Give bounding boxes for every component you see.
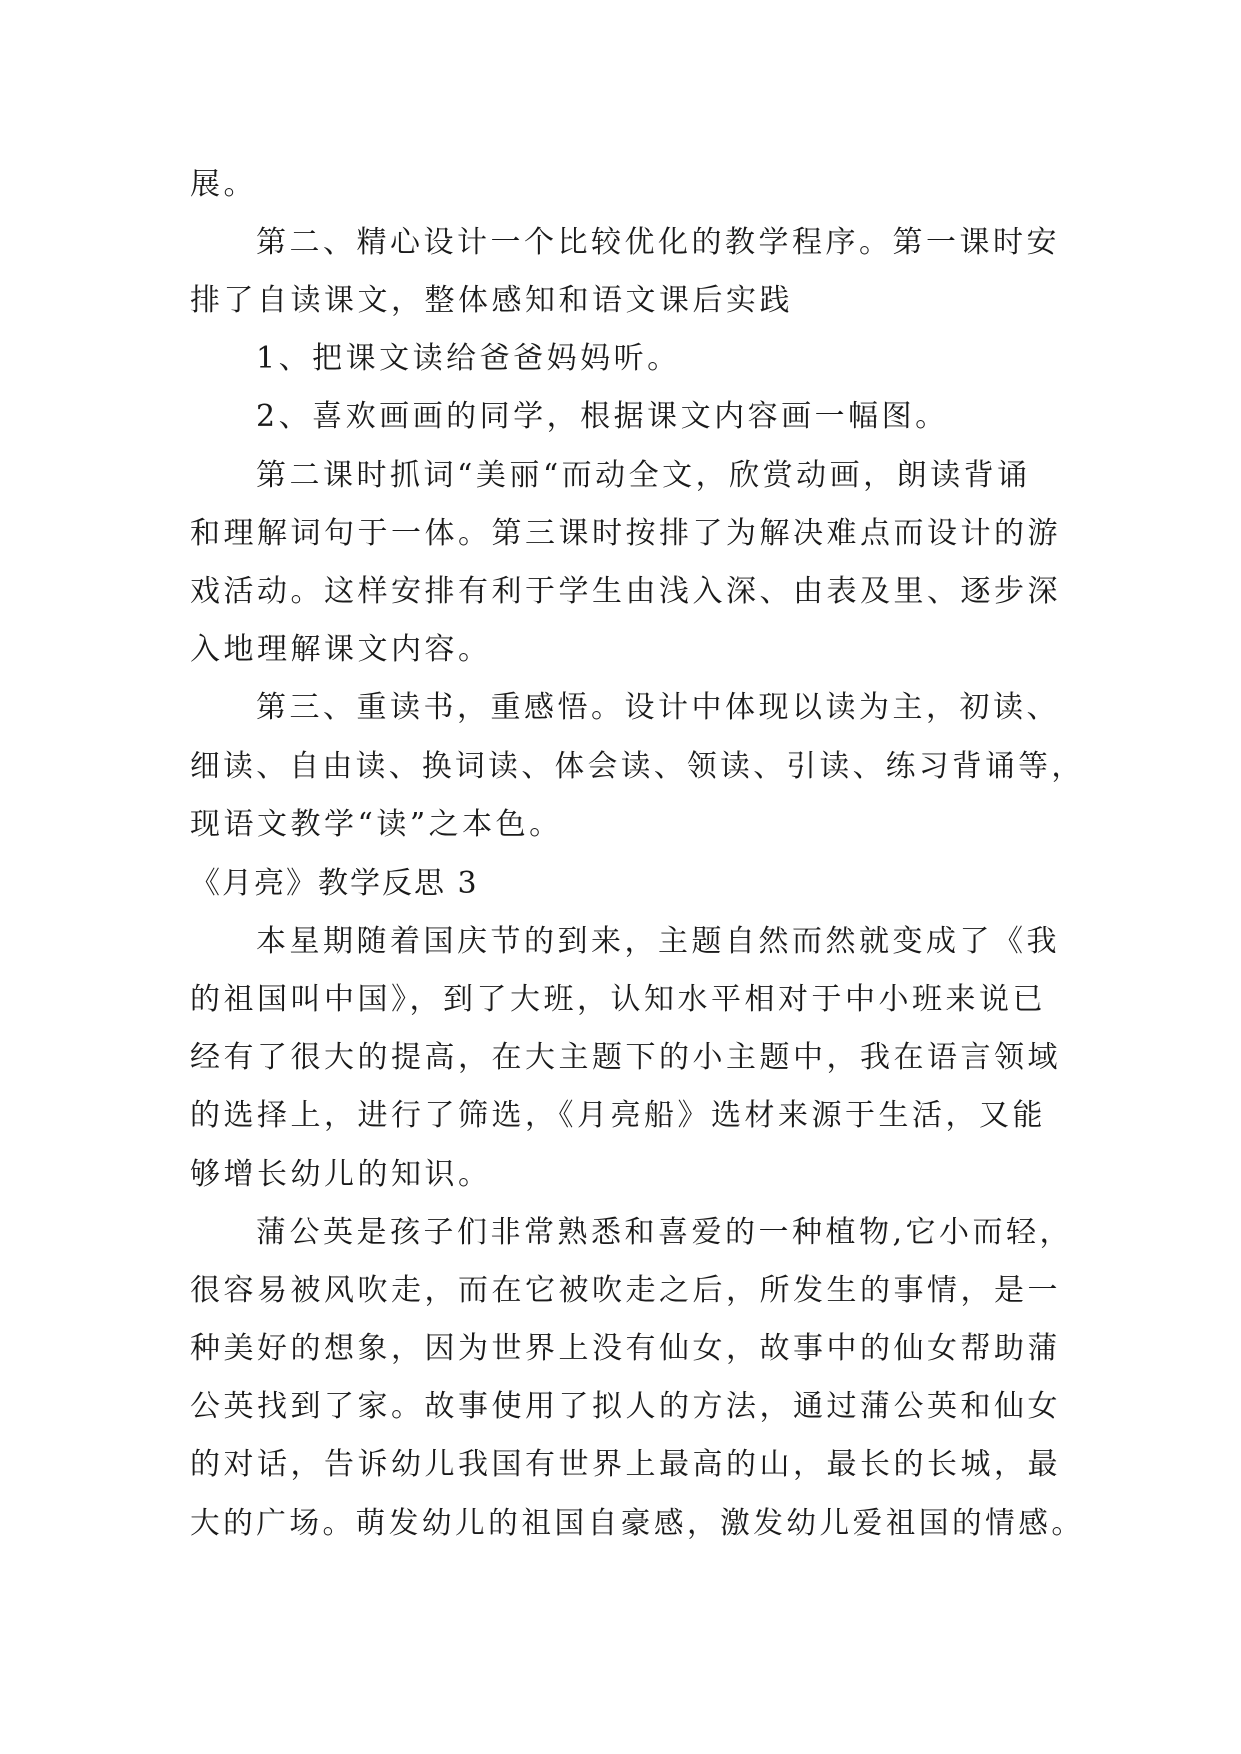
- text-line: 本星期随着国庆节的到来，主题自然而然就变成了《我: [256, 924, 1060, 959]
- text-line: 细读、自由读、换词读、体会读、领读、引读、练习背诵等，: [190, 749, 1085, 784]
- text-line: 种美好的想象，因为世界上没有仙女，故事中的仙女帮助蒲: [190, 1331, 1061, 1366]
- text-line: 的选择上，进行了筛选，《月亮船》选材来源于生活，又能: [190, 1098, 1046, 1133]
- text-line: 的祖国叫中国》，到了大班，认知水平相对于中小班来说已: [190, 982, 1046, 1017]
- text-line: 公英找到了家。故事使用了拟人的方法，通过蒲公英和仙女: [190, 1389, 1061, 1424]
- text-line: 第三、重读书，重感悟。设计中体现以读为主，初读、: [256, 690, 1060, 725]
- text-line: 现语文教学“读”之本色。: [190, 807, 563, 842]
- text-line: 排了自读课文，整体感知和语文课后实践: [190, 283, 793, 318]
- text-line: 蒲公英是孩子们非常熟悉和喜爱的一种植物,它小而轻，: [256, 1215, 1074, 1250]
- text-line: 入地理解课文内容。: [190, 632, 492, 667]
- text-line: 戏活动。这样安排有利于学生由浅入深、由表及里、逐步深: [190, 574, 1061, 609]
- text-line: 第二、精心设计一个比较优化的教学程序。第一课时安: [256, 225, 1060, 260]
- text-line: 展。: [190, 167, 257, 202]
- text-line: 够增长幼儿的知识。: [190, 1157, 492, 1192]
- text-line: 大的广场。萌发幼儿的祖国自豪感，激发幼儿爱祖国的情感。: [190, 1506, 1085, 1541]
- text-line: 的对话，告诉幼儿我国有世界上最高的山，最长的长城，最: [190, 1447, 1061, 1482]
- text-line: 第二课时抓词“美丽“而动全文，欣赏动画，朗读背诵: [256, 458, 1031, 493]
- text-line: 经有了很大的提高，在大主题下的小主题中，我在语言领域: [190, 1040, 1061, 1075]
- text-line: 很容易被风吹走，而在它被吹走之后，所发生的事情，是一: [190, 1273, 1061, 1308]
- text-line: 1、把课文读给爸爸妈妈听。: [256, 341, 681, 376]
- section-heading: 《月亮》教学反思 3: [190, 866, 479, 901]
- text-line: 和理解词句于一体。第三课时按排了为解决难点而设计的游: [190, 516, 1061, 551]
- text-line: 2、喜欢画画的同学，根据课文内容画一幅图。: [256, 399, 949, 434]
